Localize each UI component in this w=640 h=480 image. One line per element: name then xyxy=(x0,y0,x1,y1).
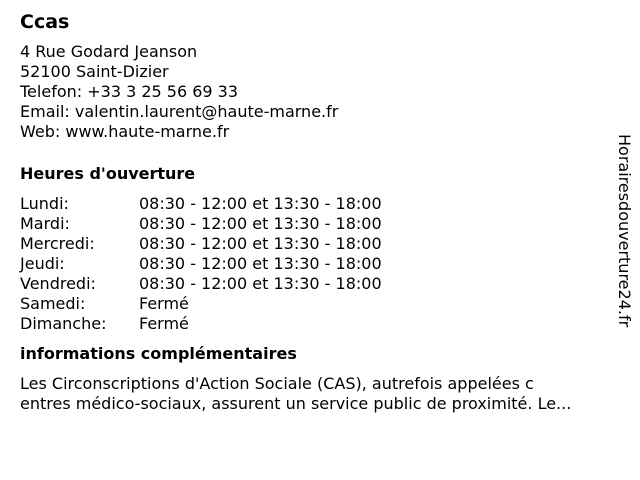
info-description-line: Les Circonscriptions d'Action Sociale (CAS), autrefois appelées c xyxy=(20,374,534,393)
hours-row-dimanche xyxy=(20,314,610,334)
info-description-line: entres médico-sociaux, assurent un service public de proximité. Le... xyxy=(20,394,572,413)
hours-time: 08:30 - 12:00 et 13:30 - 18:00 xyxy=(139,234,382,253)
hours-heading: Heures d'ouverture xyxy=(20,164,196,183)
hours-day: Vendredi: xyxy=(20,274,96,293)
hours-time: 08:30 - 12:00 et 13:30 - 18:00 xyxy=(139,194,382,213)
hours-row-samedi xyxy=(20,294,610,314)
address-email: Email: valentin.laurent@haute-marne.fr xyxy=(20,102,339,121)
info-description xyxy=(20,374,620,414)
hours-row-mardi xyxy=(20,214,610,234)
page-title: Ccas xyxy=(20,11,70,33)
hours-day: Dimanche: xyxy=(20,314,107,333)
address-street: 4 Rue Godard Jeanson xyxy=(20,42,198,61)
hours-time: 08:30 - 12:00 et 13:30 - 18:00 xyxy=(139,214,382,233)
address-web: Web: www.haute-marne.fr xyxy=(20,122,230,141)
brand-watermark xyxy=(612,134,636,346)
hours-row-lundi xyxy=(20,194,610,214)
content xyxy=(20,10,610,414)
hours-row-vendredi xyxy=(20,274,610,294)
address-city: 52100 Saint-Dizier xyxy=(20,62,169,81)
hours-day: Mardi: xyxy=(20,214,70,233)
hours-day: Mercredi: xyxy=(20,234,95,253)
hours-day: Lundi: xyxy=(20,194,69,213)
hours-time: 08:30 - 12:00 et 13:30 - 18:00 xyxy=(139,254,382,273)
hours-row-jeudi xyxy=(20,254,610,274)
info-heading: informations complémentaires xyxy=(20,344,297,363)
address-block xyxy=(20,42,610,142)
hours-time: 08:30 - 12:00 et 13:30 - 18:00 xyxy=(139,274,382,293)
hours-day: Jeudi: xyxy=(20,254,65,273)
hours-time: Fermé xyxy=(139,314,189,333)
hours-row-mercredi xyxy=(20,234,610,254)
hours-time: Fermé xyxy=(139,294,189,313)
hours-table xyxy=(20,194,610,334)
hours-day: Samedi: xyxy=(20,294,86,313)
brand-text: Horairesdouverture24.fr xyxy=(615,134,634,328)
address-phone: Telefon: +33 3 25 56 69 33 xyxy=(20,82,239,101)
